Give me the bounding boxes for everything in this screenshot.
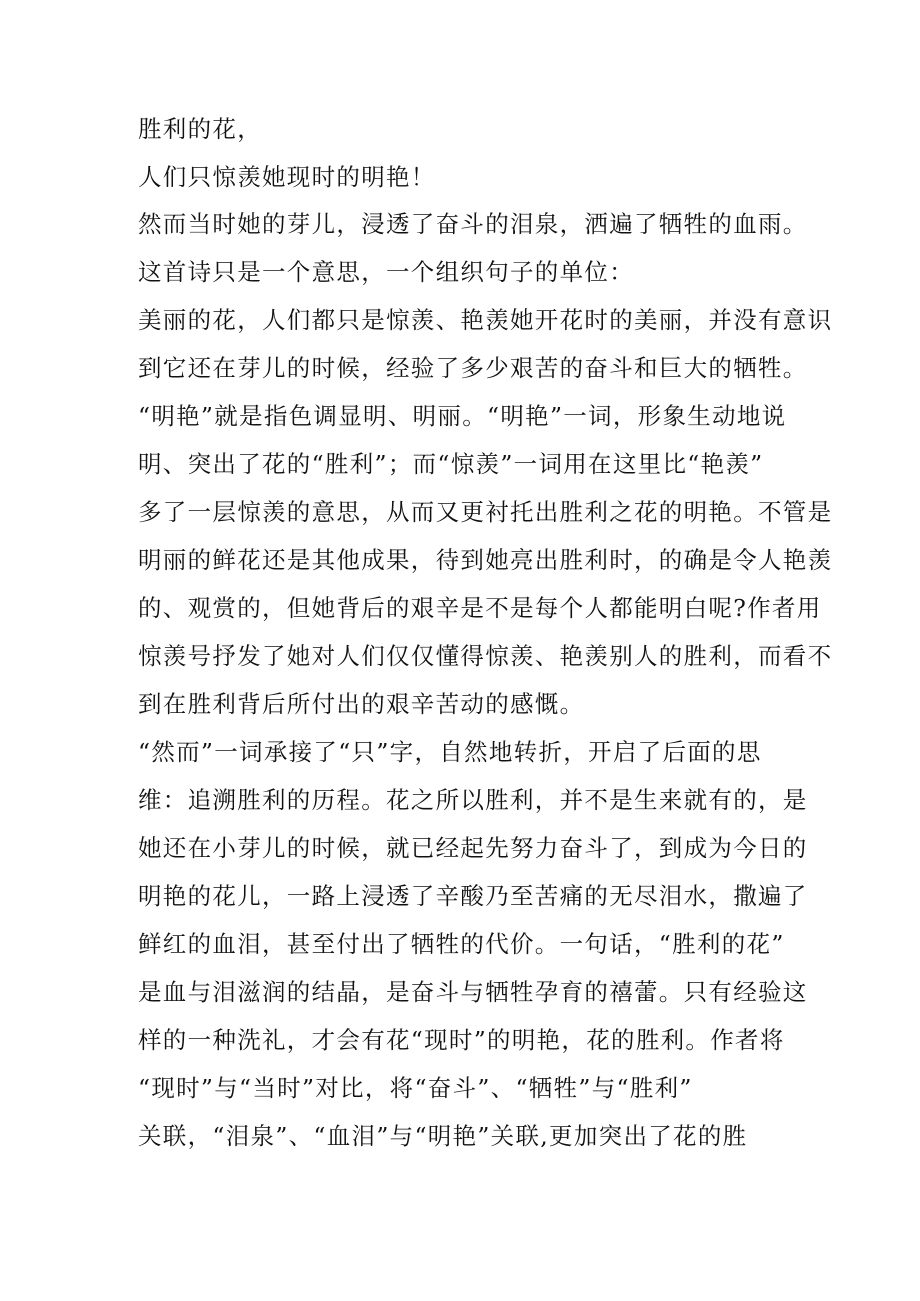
text-line: 样的一种洗礼，才会有花“现时”的明艳，花的胜利。作者将 (138, 1026, 785, 1054)
text-line: “然而”一词承接了“只”字，自然地转折，开启了后面的思 (138, 738, 762, 766)
text-line: 明丽的鲜花还是其他成果，待到她亮出胜利时，的确是令人艳羡 (138, 546, 833, 574)
text-line: 人们只惊羡她现时的明艳！ (138, 163, 436, 191)
text-line: 多了一层惊羡的意思，从而又更衬托出胜利之花的明艳。不管是 (138, 498, 833, 526)
text-line: 鲜红的血泪，甚至付出了牺牲的代价。一句话，“胜利的花” (138, 930, 785, 958)
text-line: 这首诗只是一个意思，一个组织句子的单位： (138, 258, 634, 286)
text-line: “明艳”就是指色调显明、明丽。“明艳”一词，形象生动地说 (138, 402, 787, 430)
text-line: “现时”与“当时”对比，将“奋斗”、“牺牲”与“胜利” (138, 1074, 693, 1102)
text-line: 的、观赏的，但她背后的艰辛是不是每个人都能明白呢?作者用 (138, 594, 822, 622)
text-line: 惊羡号抒发了她对人们仅仅懂得惊羡、艳羡别人的胜利，而看不 (138, 642, 833, 670)
text-line: 到它还在芽儿的时候，经验了多少艰苦的奋斗和巨大的牺牲。 (138, 354, 808, 382)
text-line: 到在胜利背后所付出的艰辛苦动的感慨。 (138, 690, 585, 718)
text-line: 关联，“泪泉”、“血泪”与“明艳”关联,更加突出了花的胜 (138, 1122, 748, 1150)
text-line: 胜利的花， (138, 115, 262, 143)
text-line: 明艳的花儿，一路上浸透了辛酸乃至苦痛的无尽泪水，撒遍了 (138, 882, 808, 910)
text-line: 明、突出了花的“胜利”；而“惊羡”一词用在这里比“艳羡” (138, 450, 764, 478)
text-line: 她还在小芽儿的时候，就已经起先努力奋斗了，到成为今日的 (138, 834, 808, 862)
text-line: 维：追溯胜利的历程。花之所以胜利，并不是生来就有的，是 (138, 786, 808, 814)
text-line: 然而当时她的芽儿，浸透了奋斗的泪泉，洒遍了牺牲的血雨。 (138, 210, 808, 238)
text-line: 美丽的花，人们都只是惊羡、艳羡她开花时的美丽，并没有意识 (138, 306, 833, 334)
text-line: 是血与泪滋润的结晶，是奋斗与牺牲孕育的禧蕾。只有经验这 (138, 978, 808, 1006)
